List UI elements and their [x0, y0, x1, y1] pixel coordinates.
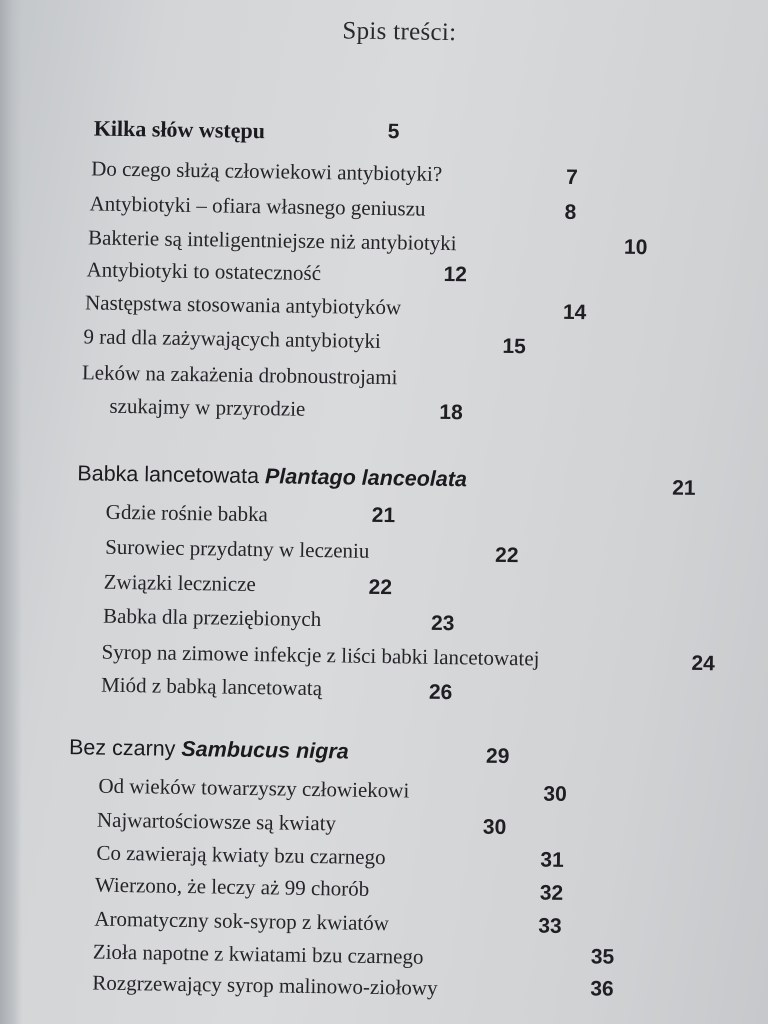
section-heading-babka-page: 21: [672, 476, 696, 500]
toc-entry-page: 24: [691, 651, 716, 676]
chapter-title: Babka lancetowata: [77, 461, 260, 489]
toc-entry-label: Zioła napotne z kwiatami bzu czarnego: [92, 939, 424, 969]
toc-entry-page: 22: [494, 543, 519, 568]
chapter-latin-name: Plantago lanceolata: [264, 464, 468, 492]
toc-entry-page: 21: [371, 503, 396, 528]
toc-entry-label: Co zawierają kwiaty bzu czarnego: [96, 840, 386, 870]
toc-entry-label: Od wieków towarzyszy człowiekowi: [98, 773, 410, 803]
toc-entry-page: 10: [623, 235, 648, 260]
toc-entry-label: szukajmy w przyrodzie: [109, 393, 306, 421]
toc-entry-label: Wierzono, że leczy aż 99 chorób: [94, 872, 370, 901]
toc-entry-label: Miód z babką lancetowatą: [100, 672, 323, 701]
section-heading-intro-page: 5: [387, 120, 400, 144]
chapter-latin-name: Sambucus nigra: [181, 736, 349, 764]
section-heading-bez-czarny-page: 29: [485, 744, 510, 769]
toc-entry-label: Syrop na zimowe infekcje z liści babki lancetowatej: [101, 639, 540, 671]
toc-entry-page: 36: [590, 977, 614, 1001]
section-heading-babka: [77, 461, 467, 492]
toc-entry-label: 9 rad dla zażywających antybiotyki: [83, 324, 382, 353]
toc-entry-page: 8: [564, 200, 577, 225]
section-heading-bez-czarny: [69, 735, 349, 764]
toc-entry-page: 31: [540, 848, 564, 872]
toc-entry-label: Do czego służą człowiekowi antybiotyki?: [90, 156, 443, 186]
toc-entry-label: Następstwa stosowania antybiotyków: [84, 290, 402, 320]
toc-entry-page: 26: [428, 680, 453, 705]
toc-entry-label: Gdzie rośnie babka: [105, 499, 269, 527]
section-heading-intro: Kilka słów wstępu: [93, 115, 266, 144]
toc-entry-page: 35: [590, 945, 615, 969]
toc-entry-label: Bakterie są inteligentniejsze niż antybiotyki: [87, 225, 457, 256]
toc-entry-page: 7: [565, 165, 578, 190]
toc-entry-label: Leków na zakażenia drobnoustrojami: [81, 360, 398, 390]
toc-entry-label: Surowiec przydatny w leczeniu: [105, 534, 370, 563]
toc-entry-page: 22: [368, 575, 393, 600]
toc-entry-label: Związki lecznicze: [103, 569, 257, 597]
toc-entry-label: Babka dla przeziębionych: [102, 603, 322, 632]
toc-entry-label: Antybiotyki to ostateczność: [86, 257, 322, 286]
toc-title: Spis treści:: [342, 17, 457, 47]
toc-entry-page: 23: [430, 611, 455, 636]
toc-entry-page: 18: [439, 400, 463, 425]
toc-entry-label: Aromatyczny sok-syrop z kwiatów: [94, 906, 390, 936]
toc-entry-page: 30: [482, 815, 507, 840]
toc-entry-page: 12: [443, 262, 468, 287]
chapter-title: Bez czarny: [68, 735, 176, 761]
toc-entry-page: 30: [543, 782, 567, 806]
toc-entry-page: 15: [502, 334, 526, 359]
toc-entry-label: Antybiotyki – ofiara własnego geniuszu: [89, 191, 426, 221]
toc-entry-page: 14: [562, 300, 587, 325]
toc-entry-label: Najwartościowsze są kwiaty: [96, 807, 337, 836]
toc-entry-page: 33: [538, 914, 562, 938]
toc-entry-label: Rozgrzewający syrop malinowo-ziołowy: [92, 970, 438, 1000]
toc-entry-page: 32: [539, 881, 564, 905]
